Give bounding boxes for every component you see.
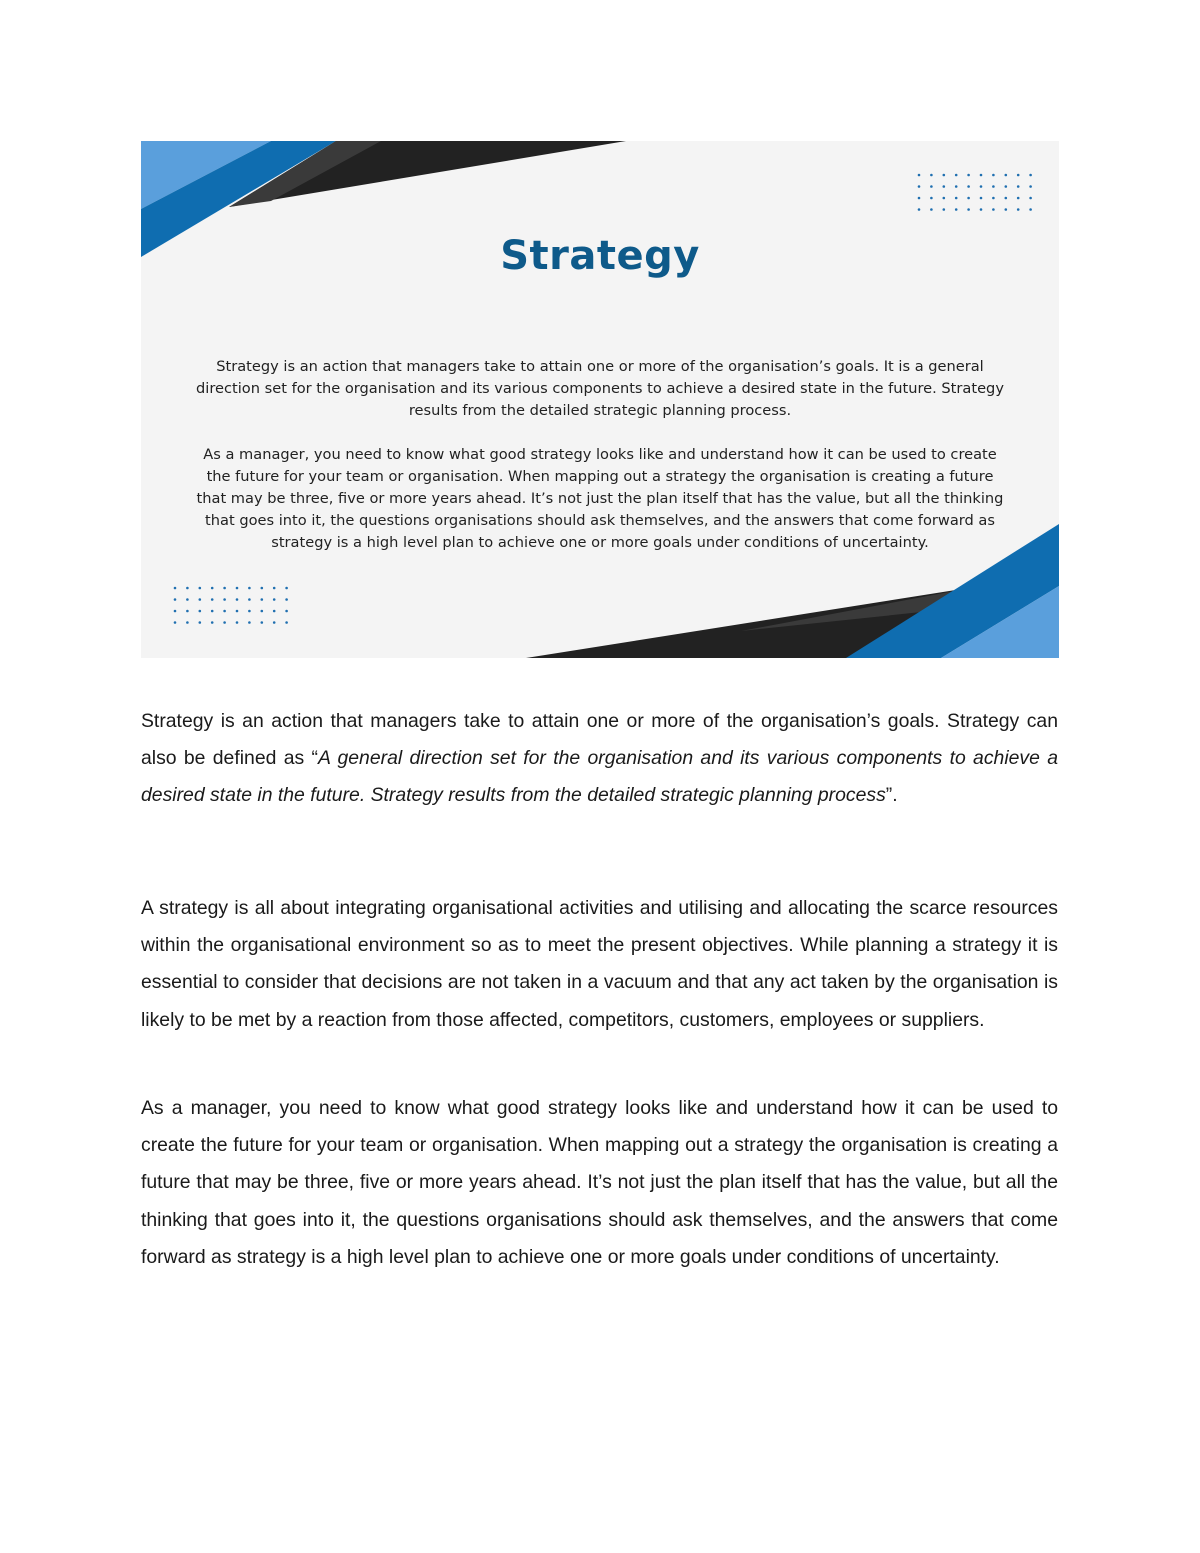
decor-dot bbox=[211, 598, 214, 601]
decor-dot bbox=[261, 598, 264, 601]
decor-dot bbox=[1017, 208, 1020, 211]
paragraph-1-tail: ”. bbox=[885, 784, 898, 807]
decor-dot bbox=[1029, 185, 1032, 188]
decor-dot bbox=[980, 185, 983, 188]
decor-dot bbox=[980, 197, 983, 200]
decor-dot bbox=[1029, 208, 1032, 211]
decor-dot bbox=[273, 587, 276, 590]
decor-dot bbox=[930, 208, 933, 211]
decor-dot bbox=[285, 598, 288, 601]
decor-dot bbox=[285, 610, 288, 613]
paragraph-1-quote: A general direction set for the organisation and its various components to achieve a desired state in the future. Strategy results from the detailed strategic planning process bbox=[141, 747, 1058, 807]
decor-dot bbox=[992, 197, 995, 200]
decor-dot bbox=[248, 598, 251, 601]
decor-dot bbox=[174, 598, 177, 601]
decor-dot bbox=[174, 621, 177, 624]
decor-dot bbox=[199, 598, 202, 601]
decor-dot bbox=[930, 185, 933, 188]
decor-dot bbox=[236, 621, 239, 624]
banner-paragraph-2: As a manager, you need to know what good strategy looks like and understand how it can be used to create the future for your team or organisation. When mapping out a strategy the organisation is creating a future that may be three, five or more years ahead. It’s not just the plan itself that has the value, but all the thinking that goes into it, the questions organisations should ask themselves, and the answers that come forward as strategy is a high level plan to achieve one or more goals under conditions of uncertainty. bbox=[196, 446, 1004, 551]
decor-dot bbox=[980, 174, 983, 177]
banner-title: Strategy bbox=[500, 233, 700, 279]
decor-dot bbox=[992, 185, 995, 188]
decor-dot bbox=[211, 610, 214, 613]
strategy-banner-image bbox=[141, 141, 1059, 658]
banner-paragraph-1: Strategy is an action that managers take to attain one or more of the organisation’s goals. It is a general direction set for the organisation and its various components to achieve a desired state in the future. Strategy results from the detailed strategic planning process. bbox=[196, 358, 1004, 419]
decor-dot bbox=[980, 208, 983, 211]
decor-dot bbox=[1005, 185, 1008, 188]
decor-dot bbox=[223, 587, 226, 590]
decor-dot bbox=[273, 598, 276, 601]
decor-dot bbox=[223, 610, 226, 613]
body-paragraph-2: A strategy is all about integrating organisational activities and utilising and allocating the scarce resources within the organisational environment so as to meet the present objectives. While planning a strategy it is essential to consider that decisions are not taken in a vacuum and that any act taken by the organisation is likely to be met by a reaction from those affected, competitors, customers, employees or suppliers. bbox=[141, 897, 1058, 1031]
decor-dot bbox=[211, 621, 214, 624]
decor-dot bbox=[1005, 208, 1008, 211]
decor-dot bbox=[967, 197, 970, 200]
decor-dot bbox=[174, 587, 177, 590]
decor-dot bbox=[261, 621, 264, 624]
paragraph-1-lead: Strategy is an action that managers take to attain one or more of the organisation’s goals. Strategy can also be defined as “ bbox=[141, 710, 1058, 770]
decor-dot bbox=[992, 208, 995, 211]
top-right-dot-grid bbox=[918, 174, 1032, 211]
decor-dot bbox=[211, 587, 214, 590]
body-paragraph-3: As a manager, you need to know what good strategy looks like and understand how it can be used to create the future for your team or organisation. When mapping out a strategy the organisation is creating a future that may be three, five or more years ahead. It’s not just the plan itself that has the value, but all the thinking that goes into it, the questions organisations should ask themselves, and the answers that come forward as strategy is a high level plan to achieve one or more goals under conditions of uncertainty. bbox=[141, 1097, 1058, 1268]
decor-dot bbox=[918, 208, 921, 211]
decor-dot bbox=[248, 587, 251, 590]
decor-dot bbox=[273, 621, 276, 624]
decor-dot bbox=[967, 174, 970, 177]
decor-dot bbox=[273, 610, 276, 613]
decor-dot bbox=[186, 610, 189, 613]
decor-dot bbox=[199, 587, 202, 590]
decor-dot bbox=[967, 208, 970, 211]
decor-dot bbox=[261, 587, 264, 590]
decor-dot bbox=[955, 185, 958, 188]
decor-dot bbox=[930, 197, 933, 200]
decor-dot bbox=[285, 587, 288, 590]
decor-dot bbox=[1029, 174, 1032, 177]
decor-dot bbox=[261, 610, 264, 613]
decor-dot bbox=[236, 587, 239, 590]
bottom-left-dot-grid bbox=[174, 587, 288, 624]
decor-dot bbox=[1029, 197, 1032, 200]
decor-dot bbox=[199, 621, 202, 624]
decor-dot bbox=[186, 587, 189, 590]
decor-dot bbox=[943, 174, 946, 177]
decor-dot bbox=[285, 621, 288, 624]
decor-dot bbox=[248, 621, 251, 624]
decor-dot bbox=[186, 598, 189, 601]
body-paragraph-1 bbox=[141, 703, 1058, 815]
decor-dot bbox=[918, 197, 921, 200]
decor-dot bbox=[943, 197, 946, 200]
decor-dot bbox=[955, 197, 958, 200]
decor-dot bbox=[174, 610, 177, 613]
decor-dot bbox=[223, 598, 226, 601]
decor-dot bbox=[930, 174, 933, 177]
decor-dot bbox=[236, 598, 239, 601]
decor-dot bbox=[248, 610, 251, 613]
decor-dot bbox=[199, 610, 202, 613]
decor-dot bbox=[223, 621, 226, 624]
decor-dot bbox=[955, 208, 958, 211]
decor-dot bbox=[1005, 197, 1008, 200]
decor-dot bbox=[943, 185, 946, 188]
decor-dot bbox=[918, 185, 921, 188]
decor-dot bbox=[943, 208, 946, 211]
decor-dot bbox=[967, 185, 970, 188]
decor-dot bbox=[1017, 197, 1020, 200]
decor-dot bbox=[955, 174, 958, 177]
decor-dot bbox=[1017, 174, 1020, 177]
decor-dot bbox=[992, 174, 995, 177]
decor-dot bbox=[918, 174, 921, 177]
decor-dot bbox=[236, 610, 239, 613]
decor-dot bbox=[1017, 185, 1020, 188]
decor-dot bbox=[1005, 174, 1008, 177]
decor-dot bbox=[186, 621, 189, 624]
